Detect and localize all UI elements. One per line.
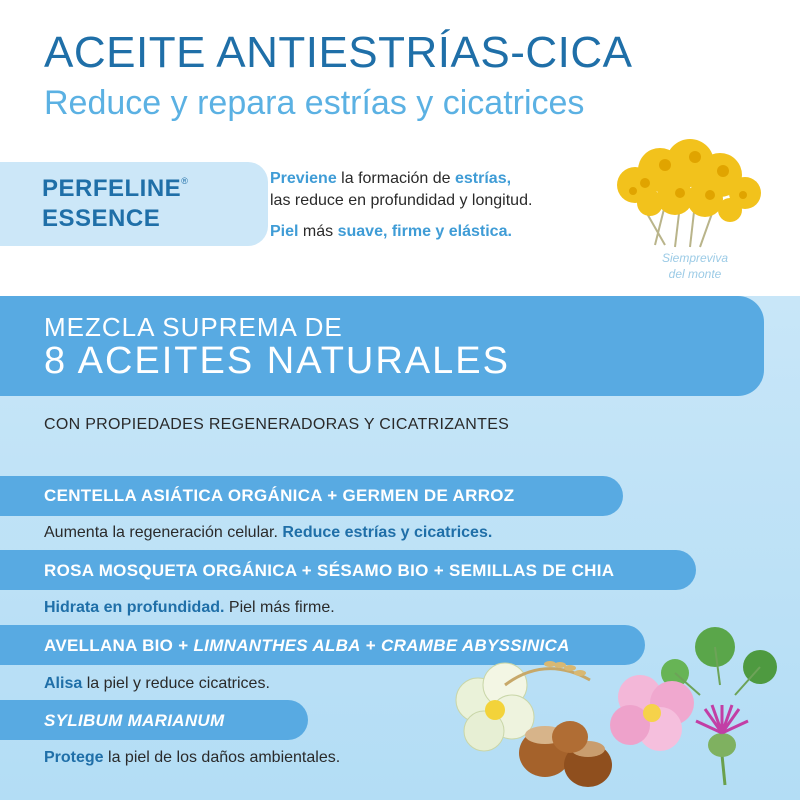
rose-flower-icon bbox=[610, 675, 694, 751]
registered-mark: ® bbox=[181, 176, 189, 186]
page-title: ACEITE ANTIESTRÍAS-CICA bbox=[44, 28, 633, 77]
thistle-flower-icon bbox=[696, 705, 748, 785]
benefit-1-line2: las reduce en profundidad y longitud. bbox=[270, 192, 533, 209]
brand-name-line2: ESSENCE bbox=[42, 205, 161, 232]
page-subtitle: Reduce y repara estrías y cicatrices bbox=[44, 84, 585, 122]
ingredient-name-4: SYLIBUM MARIANUM bbox=[44, 711, 225, 730]
ingredient-desc-4: Protege la piel de los daños ambientales. bbox=[44, 749, 341, 766]
flower-caption: Siempreviva del monte bbox=[661, 251, 729, 281]
benefit-1-line1: Previene la formación de estrías, bbox=[270, 170, 512, 187]
ingredient-name-1: CENTELLA ASIÁTICA ORGÁNICA + GERMEN DE ARROZ bbox=[44, 486, 515, 505]
blend-heading-line2: 8 ACEITES NATURALES bbox=[44, 340, 510, 382]
ingredient-desc-1: Aumenta la regeneración celular. Reduce estrías y cicatrices. bbox=[44, 524, 493, 541]
ingredient-name-3: AVELLANA BIO + LIMNANTHES ALBA + CRAMBE ABYSSINICA bbox=[44, 636, 570, 655]
brand-name-line1: PERFELINE® bbox=[42, 175, 189, 202]
hazelnut-icon bbox=[519, 721, 612, 787]
ingredient-desc-2: Hidrata en profundidad. Piel más firme. bbox=[44, 599, 335, 616]
ingredient-name-2: ROSA MOSQUETA ORGÁNICA + SÉSAMO BIO + SEMILLAS DE CHIA bbox=[44, 561, 615, 580]
blend-heading-line1: MEZCLA SUPREMA DE bbox=[44, 312, 343, 342]
botanical-illustration bbox=[450, 625, 790, 795]
blend-properties: CON PROPIEDADES REGENERADORAS Y CICATRIZANTES bbox=[44, 416, 510, 433]
siempreviva-flower-illustration bbox=[605, 135, 765, 255]
benefit-2: Piel más suave, firme y elástica. bbox=[270, 223, 512, 240]
ingredient-desc-3: Alisa la piel y reduce cicatrices. bbox=[44, 675, 270, 692]
